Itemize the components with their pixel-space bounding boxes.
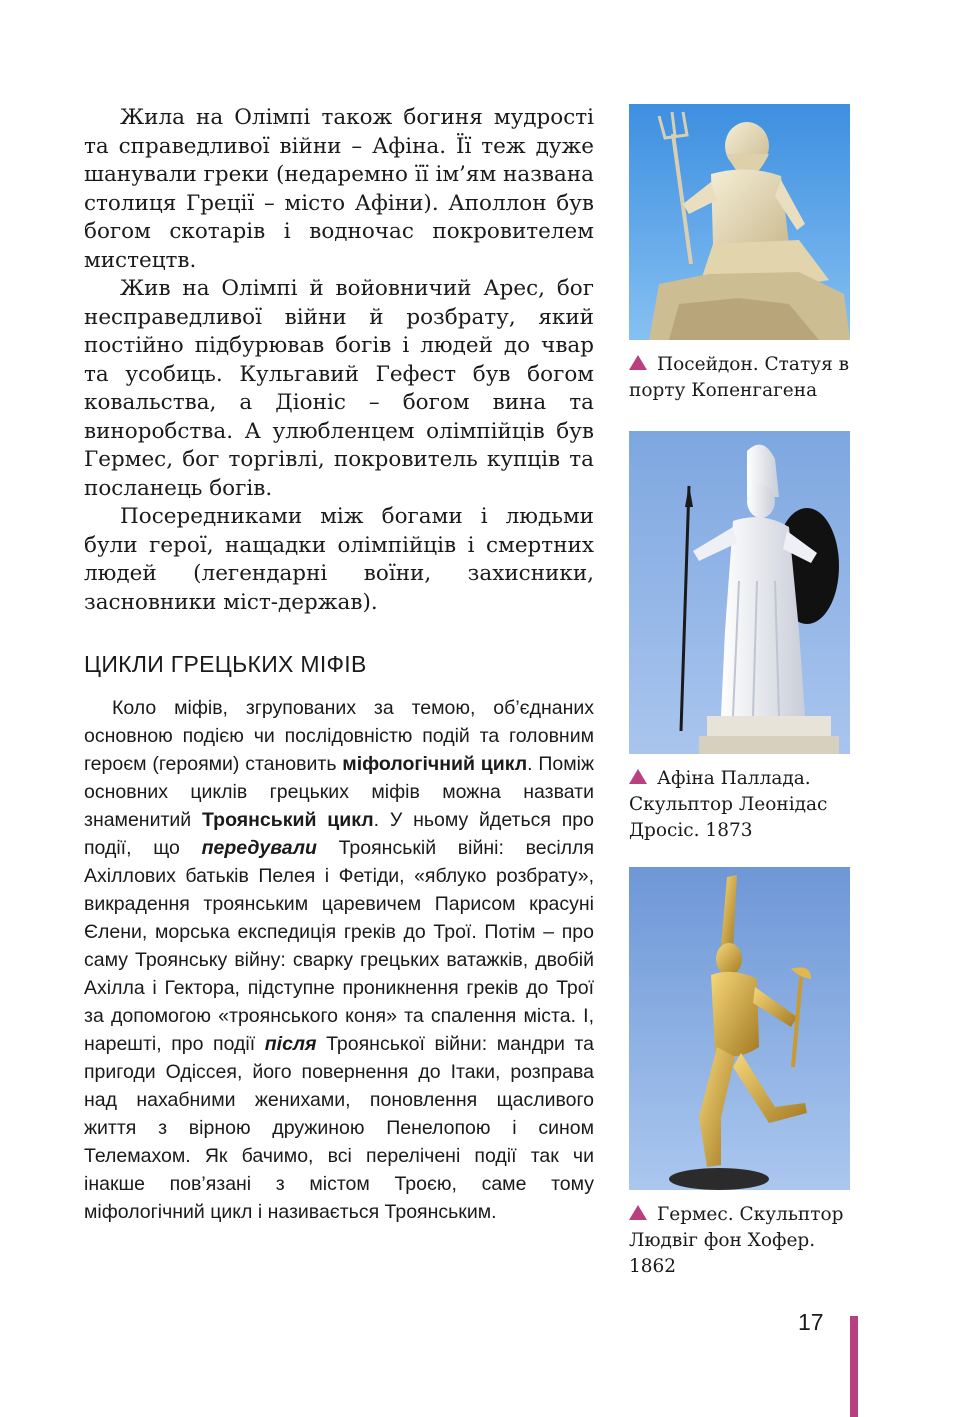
hermes-statue-image	[629, 867, 850, 1190]
text-run: . Поміж основних циклів грецьких міфів можна назвати знаменитий	[84, 753, 595, 831]
figure-athena	[629, 431, 863, 844]
triangle-marker-icon	[629, 769, 647, 784]
emphasis-before: передували	[201, 837, 317, 859]
paragraph-myth-cycles	[84, 694, 594, 1226]
term-trojan-cycle: Троянський цикл	[202, 809, 374, 831]
paragraph-athena-apollo: Жила на Олімпі також богиня мудрості та справедливої війни – Афіна. Її теж дуже шанували греки (недаремно її ім’ям названа столиця Греції – місто Афіни). Аполлон був богом скотарів і водночас покровителем мистецтв.	[84, 105, 594, 273]
athena-statue-image	[629, 431, 850, 754]
triangle-marker-icon	[629, 1205, 647, 1220]
paragraph-ares-hephaestus-hermes: Жив на Олімпі й войовничий Арес, бог несправедливої війни й розбрату, який постійно підбурював богів і людей до чвар та усобиць. Кульгавий Гефест був богом ковальства, а Діоніс – богом вина та виноробства. А улюбленцем олімпійців був Гермес, бог торгівлі, покровитель купців та посланець богів.	[84, 276, 594, 501]
term-mythological-cycle: міфологічний цикл	[342, 753, 528, 775]
main-text-column	[84, 104, 594, 1226]
paragraph-heroes: Посередниками між богами і людьми були герої, нащадки олімпійців і смертних людей (легендарні воїни, захисники, засновники міст-держав).	[84, 504, 594, 615]
caption-poseidon: Посейдон. Статуя в порту Копенгагена	[629, 354, 850, 401]
text-run: Троянської війни: мандри та пригоди Одіссея, його повернення до Ітаки, розправа над нахабними женихами, поновлення щасливого життя з вірною дружиною Пенелопою і сином Телемахом. Як бачимо, всі перелічені події так чи інакше пов’язані з містом Троєю, саме тому міфологічний цикл і називається Троянським.	[84, 1033, 594, 1223]
section-heading: ЦИКЛИ ГРЕЦЬКИХ МІФІВ	[84, 651, 367, 677]
page-number: 17	[798, 1309, 824, 1335]
page-edge-bar	[850, 1316, 858, 1417]
caption-athena: Афіна Паллада. Скульптор Леонідас Дросіс. 1873	[629, 768, 828, 841]
triangle-marker-icon	[629, 355, 647, 370]
poseidon-statue-image	[629, 104, 850, 340]
text-run: Коло міфів, згрупованих за темою, об’єднаних основною подією чи послідовністю подій та головним героєм (героями) становить	[84, 697, 594, 775]
text-run: Троянській війні: весілля Ахіллових батьків Пелея і Фетіди, «яблуко розбрату», викрадення троянським царевичем Парисом красуні Єлени, морська експедиція греків до Трої. Потім – про саму Троянську війну: сварку грецьких ватажків, двобій Ахілла і Гектора, підступне проникнення греків до Трої за допомогою «троянського коня» та спалення міста. І, нарешті, про події	[84, 837, 594, 1055]
text-run: . У ньому йдеться про події, що	[84, 809, 594, 859]
figure-poseidon	[629, 104, 863, 404]
emphasis-after: після	[264, 1033, 317, 1055]
caption-hermes: Гермес. Скульптор Людвіг фон Хофер. 1862	[629, 1204, 844, 1277]
figure-hermes	[629, 867, 863, 1280]
